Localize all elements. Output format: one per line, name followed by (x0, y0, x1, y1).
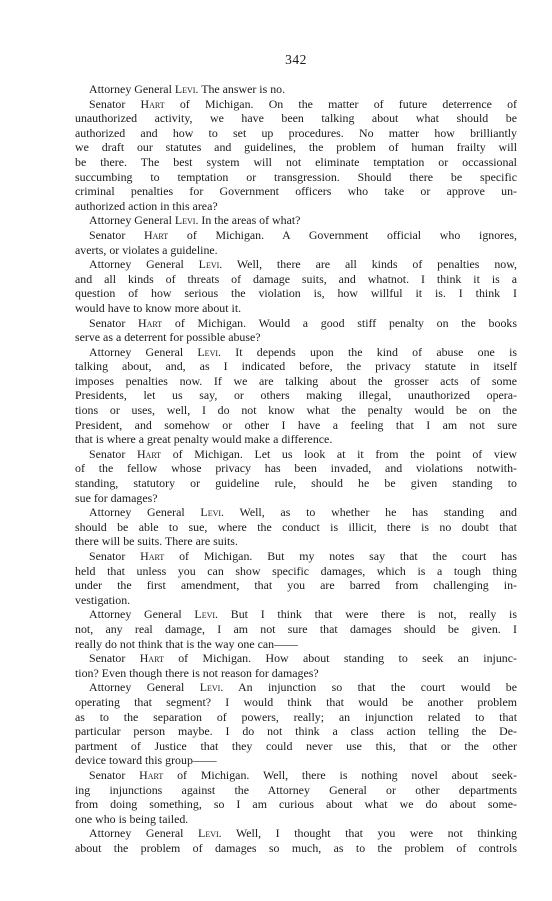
transcript-line (75, 403, 517, 418)
line-text: device toward this group—— (75, 753, 217, 768)
transcript-line (75, 97, 517, 112)
line-text: Would a good stiff penalty on the books (246, 315, 517, 330)
speaker-name: Senator Hart of Michigan. (89, 651, 252, 666)
line-text: we draft our statutes and guidelines, the problem of human frailty will (75, 140, 517, 155)
line-text: talking about, and, as I indicated before, the privacy statute in itself (75, 359, 517, 374)
speaker-name: Senator Hart of Michigan. (89, 315, 247, 330)
transcript-line (75, 316, 517, 331)
transcript-line (75, 593, 517, 608)
transcript-line (75, 549, 517, 564)
speaker-name: Senator Hart of Michigan. (89, 549, 253, 563)
speaker-name: Senator Hart of Michigan. (89, 767, 250, 782)
line-text: But I think that were there is not, really is (218, 607, 517, 622)
transcript-line (75, 213, 517, 228)
transcript-line (75, 651, 517, 666)
transcript-line (75, 710, 517, 725)
line-text: vestigation. (75, 592, 131, 607)
line-text: not, any real damage, I am not sure that damages should be given. I (75, 621, 517, 636)
line-text: Well, there are all kinds of penalties now, (222, 257, 517, 272)
line-text: would have to know more about it. (75, 300, 242, 315)
speaker-name: Attorney General Levi. (89, 680, 224, 695)
transcript-line (75, 184, 517, 199)
transcript-line (75, 126, 517, 141)
transcript-line (75, 666, 517, 681)
transcript-line (75, 461, 517, 476)
line-text: partment of Justice that they could never use this, that or the other (75, 738, 517, 753)
line-text: question of how serious the violation is, how willful it is. I think I (75, 286, 517, 301)
line-text: Well, I thought that you were not thinking (221, 826, 517, 841)
speaker-name: Attorney General Levi. (89, 213, 199, 228)
line-text: succumbing to temptation or transgression. Should there be specific (75, 169, 517, 184)
line-text: of the fellow whose privacy has been invaded, and violations notwith- (75, 461, 517, 476)
line-text: imposes penalties now. If we are talking about the grosser acts of some (75, 373, 517, 388)
transcript-line (75, 432, 517, 447)
transcript-line (75, 228, 517, 243)
line-text: held that unless you can show specific damages, which is a tough thing (75, 563, 517, 578)
speaker-name: Senator Hart of Michigan. (89, 227, 265, 242)
line-text: Well, as to whether he has standing and (224, 505, 517, 520)
line-text: Let us look at it from the point of view (242, 446, 517, 461)
transcript-line (75, 155, 517, 170)
transcript-line (75, 257, 517, 272)
speaker-name: Senator Hart of Michigan. (89, 446, 243, 461)
line-text: really do not think that is the way one can—— (75, 636, 298, 651)
line-text: serve as a deterrent for possible abuse? (75, 330, 261, 345)
transcript-line (75, 374, 517, 389)
transcript-line (75, 272, 517, 287)
transcript-line (75, 564, 517, 579)
transcript-line (75, 578, 517, 593)
transcript-line (75, 739, 517, 754)
speaker-name: Attorney General Levi. (89, 82, 199, 96)
line-text: there will be suits. There are suits. (75, 534, 238, 549)
transcript-line (75, 812, 517, 827)
line-text: How about standing to seek an injunc- (251, 651, 517, 666)
transcript-line (75, 359, 517, 374)
line-text: should be able to sue, where the conduct is illicit, there is no doubt that (75, 519, 517, 534)
line-text: Presidents, let us say, or others making illegal, unauthorized opera- (75, 388, 517, 403)
line-text: It depends upon the kind of abuse one is (221, 344, 517, 359)
transcript-line (75, 170, 517, 185)
speaker-name: Attorney General Levi. (89, 826, 222, 841)
transcript-line (75, 520, 517, 535)
line-text: President, and somehow or other I have a feeling that I am not sure (75, 417, 517, 432)
line-text: sue for damages? (75, 490, 158, 505)
transcript-line (75, 243, 517, 258)
transcript-line (75, 622, 517, 637)
line-text: The answer is no. (198, 82, 286, 96)
line-text: criminal penalties for Government officers who take or approve un- (75, 184, 517, 199)
transcript-line (75, 199, 517, 214)
line-text: authorized and how to set up procedures. No matter how brilliantly (75, 125, 517, 140)
transcript-line (75, 505, 517, 520)
line-text: as to the separation of powers, really; an injunction related to that (75, 709, 517, 724)
transcript-line (75, 783, 517, 798)
line-text: and all kinds of threats of damage suits, and whatnot. I think it is a (75, 271, 517, 286)
line-text: one who is being tailed. (75, 811, 189, 826)
transcript-line (75, 607, 517, 622)
line-text: A Government official who ignores, (264, 227, 517, 242)
transcript-line (75, 680, 517, 695)
line-text: In the areas of what? (198, 213, 301, 228)
transcript-line (75, 286, 517, 301)
line-text: ing injunctions against the Attorney General or other departments (75, 782, 517, 797)
line-text: tions or uses, well, I do not know what the penalty would be on the (75, 403, 517, 418)
line-text: from doing something, so I am curious about what we do about some- (75, 797, 517, 812)
line-text: authorized action in this area? (75, 198, 218, 213)
transcript-line (75, 476, 517, 491)
transcript-line (75, 301, 517, 316)
transcript-line (75, 111, 517, 126)
hearing-transcript (75, 82, 517, 855)
transcript-line (75, 724, 517, 739)
line-text: operating that segment? I would think that would be another problem (75, 694, 517, 709)
transcript-line (75, 695, 517, 710)
transcript-line (75, 447, 517, 462)
line-text: But my notes say that the court has (252, 549, 517, 563)
transcript-line (75, 841, 517, 856)
speaker-name: Attorney General Levi. (89, 607, 218, 622)
line-text: be there. The best system will not eliminate temptation or occassional (75, 154, 517, 169)
speaker-name: Attorney General Levi. (89, 505, 224, 520)
speaker-name: Attorney General Levi. (89, 257, 223, 272)
transcript-line (75, 768, 517, 783)
line-text: unauthorized activity, we have been talking about what should be (75, 111, 517, 126)
line-text: On the matter of future deterrence of (253, 96, 517, 111)
line-text: Well, there is nothing novel about seek- (249, 767, 517, 782)
transcript-line (75, 826, 517, 841)
speaker-name: Attorney General Levi. (89, 344, 221, 359)
line-text: that is where a great penalty would make a difference. (75, 432, 333, 447)
transcript-line (75, 797, 517, 812)
transcript-line (75, 388, 517, 403)
transcript-line (75, 637, 517, 652)
transcript-line (75, 753, 517, 768)
transcript-line (75, 140, 517, 155)
line-text: under the first amendment, that you are barred from challenging in- (75, 578, 517, 593)
transcript-line (75, 82, 517, 97)
transcript-line (75, 418, 517, 433)
line-text: about the problem of damages so much, as to the problem of controls (75, 840, 517, 855)
transcript-line (75, 345, 517, 360)
line-text: standing, statutory or guideline rule, should he be given standing to (75, 476, 517, 491)
transcript-line (75, 330, 517, 345)
transcript-line (75, 491, 517, 506)
line-text: An injunction so that the court would be (223, 680, 517, 695)
speaker-name: Senator Hart of Michigan. (89, 96, 254, 111)
line-text: tion? Even though there is not reason for damages? (75, 665, 319, 680)
line-text: averts, or violates a guideline. (75, 242, 218, 257)
transcript-line (75, 534, 517, 549)
page-number: 342 (285, 52, 307, 67)
line-text: particular person maybe. I do not think a class action telling the De- (75, 724, 517, 739)
